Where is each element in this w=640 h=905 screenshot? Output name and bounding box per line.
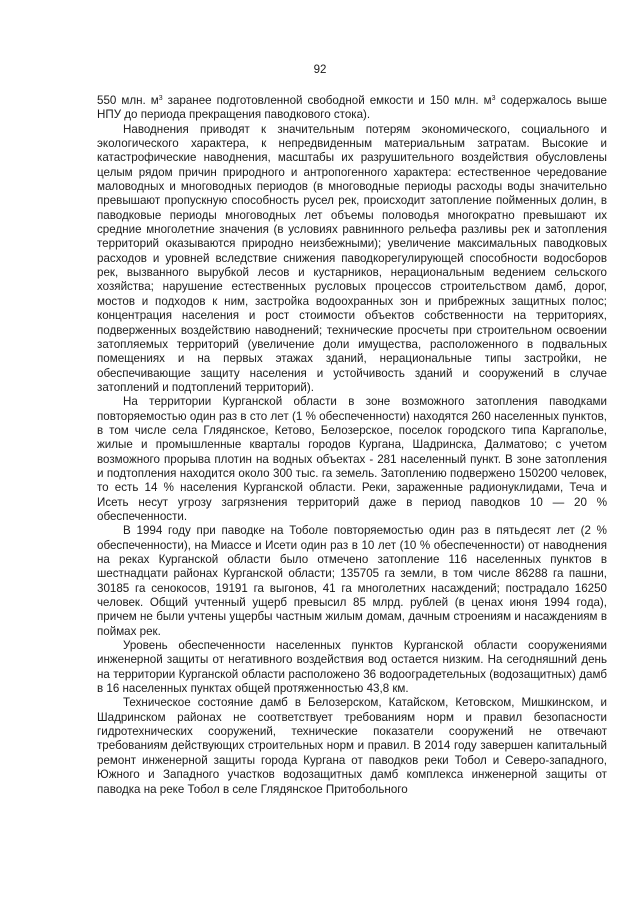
paragraph-1-text-b: заранее подготовленной свободной емкости и 150 млн. м xyxy=(162,94,492,107)
page-number: 92 xyxy=(313,64,327,76)
paragraph-1-text-c: содержалось выше НПУ до периода прекращения паводкового стока). xyxy=(97,94,607,122)
superscript-cubic-2: 3 xyxy=(491,95,496,102)
paragraph-4: В 1994 году при паводке на Тоболе повторяемостью один раз в пятьдесят лет (2 % обеспеченности), на Миассе и Исети один раз в 10 лет (10 % обеспеченности) от наводнения на реках Курганской области было отмечено затопление 116 населенных пунктов в шестнадцати районах Курганской области; 135705 га земли, в том числе 86288 га пашни, 30185 га сенокосов, 19191 га выгонов, 41 га многолетних насаждений; пострадало 16250 человек. Общий учтенный ущерб превысил 85 млрд. рублей (в ценах июня 1994 года), причем не были учтены ущербы частным жилым домам, дачным строениям и насаждениям в поймах рек. xyxy=(97,524,607,638)
paragraph-5: Уровень обеспеченности населенных пунктов Курганской области сооружениями инженерной защиты от негативного воздействия вод остается низким. На сегодняшний день на территории Курганской области расположено 36 водооградетельных (водозащитных) дамб в 16 населенных пунктах общей протяженностью 43,8 км. xyxy=(97,639,607,696)
document-body xyxy=(97,94,607,797)
paragraph-6: Техническое состояние дамб в Белозерском, Катайском, Кетовском, Мишкинском, и Шадринском районах не соответствует требованиям норм и правил безопасности гидротехнических сооружений, технические показатели сооружений не отвечают требованиям действующих строительных норм и правил. В 2014 году завершен капитальный ремонт инженерной защиты города Кургана от паводков реки Тобол и Северо-западного, Южного и Западного участков водозащитных дамб комплекса инженерной защиты от паводка на реке Тобол в селе Глядянское Притобольного xyxy=(97,696,607,796)
superscript-cubic-1: 3 xyxy=(158,95,163,102)
paragraph-1 xyxy=(97,94,607,123)
paragraph-2: Наводнения приводят к значительным потерям экономического, социального и экологического характера, к непредвиденным материальным затратам. Высокие и катастрофические наводнения, масштабы их разрушительного воздействия обусловлены целым рядом причин природного и антропогенного характера: естественное чередование маловодных и многоводных периодов (в многоводные периоды расходы воды значительно превышают пропускную способность русел рек, происходит затопление пойменных долин, в паводковые периоды многоводных лет объемы половодья многократно превышают их средние многолетние значения (в условиях равнинного рельефа разливы рек и затопления территорий оказываются природно неизбежными); увеличение максимальных паводковых расходов и уровней вследствие снижения паводкорегулирующей способности водосборов рек, вызванного вырубкой лесов и кустарников, нерациональным ведением сельского хозяйства; нарушение естественных русловых процессов строительством дамб, дорог, мостов и подходов к ним, застройка водоохранных зон и прибрежных защитных полос; концентрация населения и рост стоимости объектов собственности на территориях, подверженных воздействию наводнений; технические просчеты при строительном освоении затопляемых территорий (увеличение доли имущества, расположенного в подвальных помещениях и на первых этажах зданий, нерациональные типы застройки, не обеспечивающие защиту населения и устойчивость зданий и сооружений в случае затоплений и подтоплений территорий). xyxy=(97,122,607,394)
paragraph-1-text-a: 550 млн. м xyxy=(97,94,159,107)
paragraph-3: На территории Курганской области в зоне возможного затопления паводками повторяемостью один раз в сто лет (1 % обеспеченности) находятся 260 населенных пунктов, в том числе села Глядянское, Кетово, Белозерское, поселок городского типа Каргаполье, жилые и промышленные кварталы городов Кургана, Шадринска, Далматово; с учетом возможного прорыва плотин на водных объектах - 281 населенный пункт. В зоне затопления и подтопления находится около 300 тыс. га земель. Затоплению подвержено 150200 человек, то есть 14 % населения Курганской области. Реки, зараженные радионуклидами, Теча и Исеть несут угрозу загрязнения территорий даже в период паводков 10 — 20 % обеспеченности. xyxy=(97,395,607,523)
